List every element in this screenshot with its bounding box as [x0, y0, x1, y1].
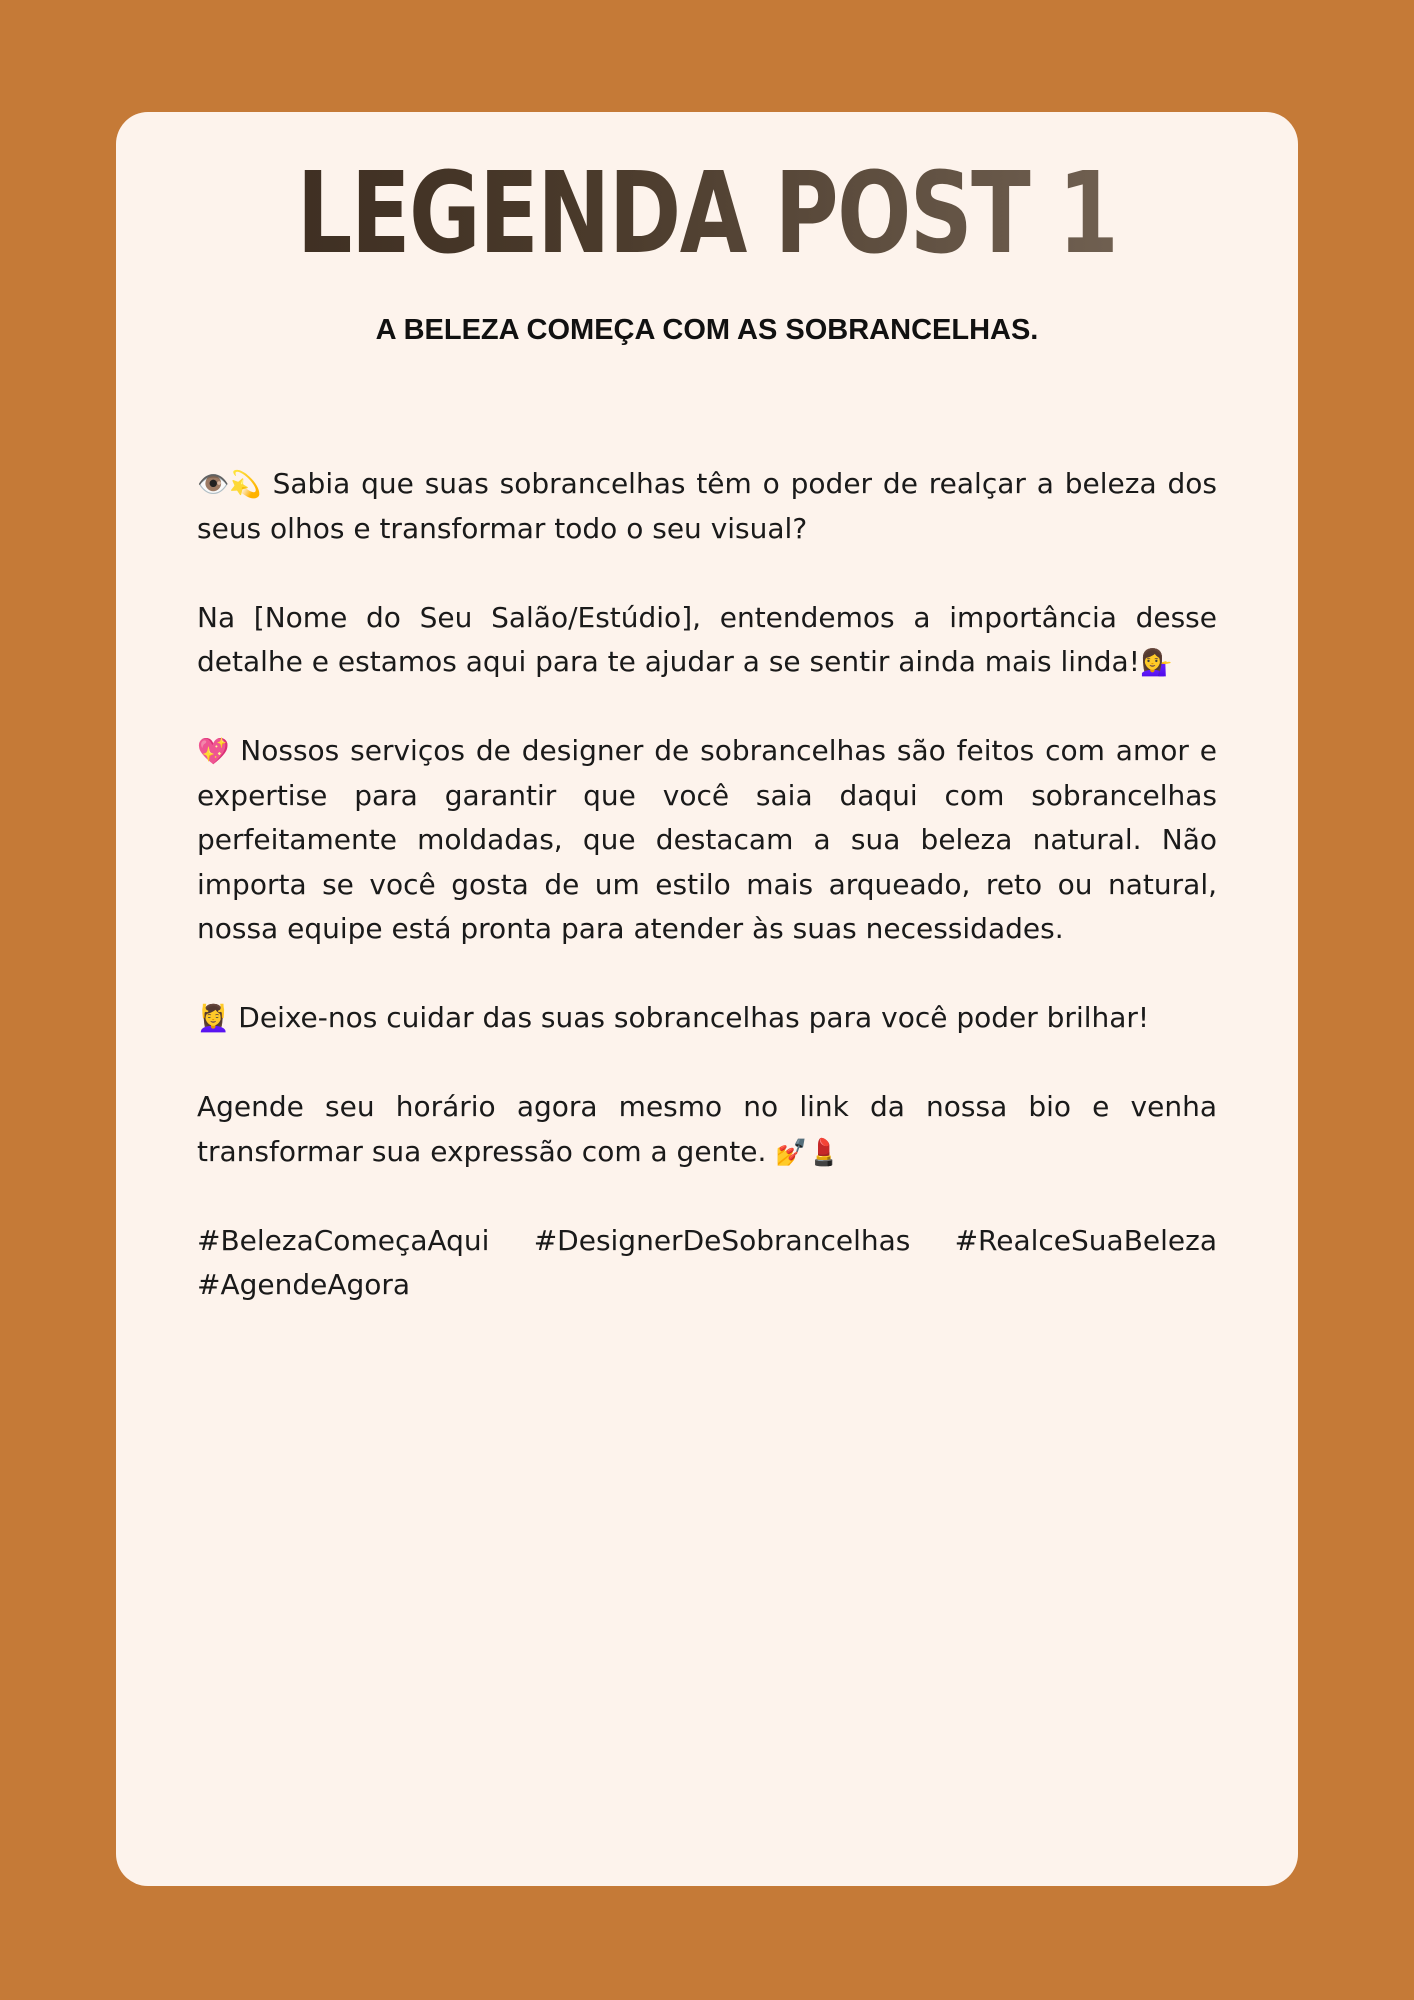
paragraph-text: Nossos serviços de designer de sobrancelhas são feitos com amor e expertise para garantir que você saia daqui com sobrancelhas perfeitamente moldadas, que destacam a sua beleza natural. Não importa se você gosta de um estilo mais arqueado, reto ou natural, nossa equipe está pronta para atender às suas necessidades.	[197, 734, 1217, 945]
paragraph-text: Agende seu horário agora mesmo no link da nossa bio e venha transformar sua expressão com a gente.	[197, 1090, 1217, 1168]
page-subtitle: A BELEZA COMEÇA COM AS SOBRANCELHAS.	[375, 314, 1039, 346]
paragraph-text: Na [Nome do Seu Salão/Estúdio], entendemos a importância desse detalhe e estamos aqui para te ajudar a se sentir ainda mais linda!	[197, 600, 1217, 678]
sparkling-heart-icon: 💖	[197, 737, 230, 767]
woman-tipping-hand-icon: 💁‍♀️	[1139, 648, 1173, 678]
paragraph-salon	[197, 596, 1217, 685]
nail-polish-lipstick-icon: 💅💄	[775, 1137, 841, 1168]
paragraph-text: Deixe-nos cuidar das suas sobrancelhas para você poder brilhar!	[238, 1001, 1150, 1034]
paragraph-text: Sabia que suas sobrancelhas têm o poder de realçar a beleza dos seus olhos e transformar todo o seu visual?	[197, 467, 1217, 545]
hashtags: #BelezaComeçaAqui #DesignerDeSobrancelhas #RealceSuaBeleza #AgendeAgora	[197, 1223, 1217, 1301]
caption-body	[197, 462, 1217, 1352]
paragraph-intro	[197, 462, 1217, 551]
paragraph-services	[197, 729, 1217, 952]
paragraph-hashtags	[197, 1219, 1217, 1308]
paragraph-shine	[197, 996, 1217, 1041]
eye-sparkle-icon: 👁️💫	[197, 470, 262, 500]
woman-massage-icon: 💆‍♀️	[197, 1004, 230, 1034]
page-title: LEGENDA POST 1	[156, 158, 1259, 270]
paragraph-schedule	[197, 1085, 1217, 1174]
